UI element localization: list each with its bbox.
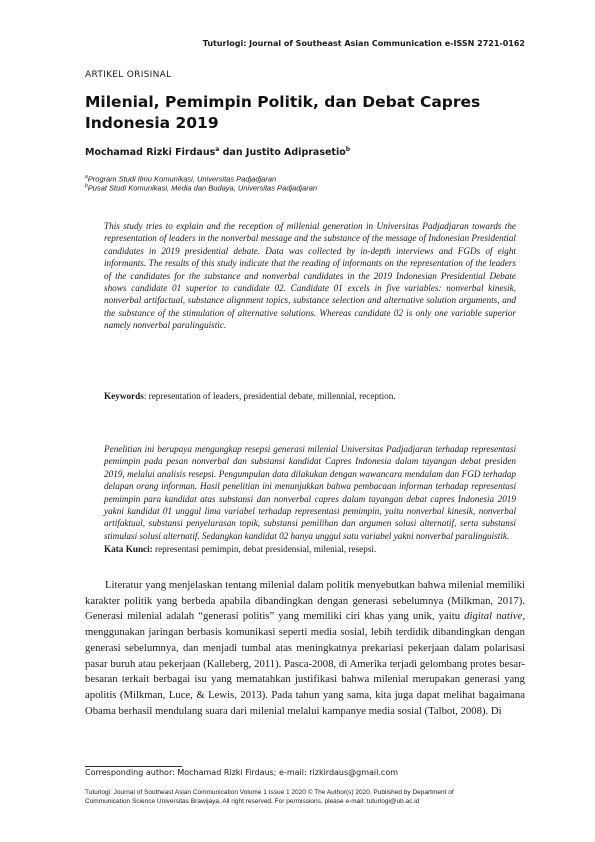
footer-line: Communication Science Universitas Brawijaya. All right reserved. For permissions, please e-mail: tuturlogi@ub.ac.id xyxy=(85,798,420,805)
keywords-indonesian xyxy=(104,543,516,555)
affiliation-marker: b xyxy=(85,183,88,189)
corresponding-author-note: Corresponding author: Mochamad Rizki Firdaus; e-mail: rizkirdaus@gmail.com xyxy=(85,768,399,777)
keywords-label: Kata Kunci: xyxy=(104,544,153,554)
author-connector: dan xyxy=(219,147,246,159)
article-title: Milenial, Pemimpin Politik, dan Debat Capres Indonesia 2019 xyxy=(85,93,481,132)
keywords-english xyxy=(104,390,516,402)
abstract-english: This study tries to explain and the reception of millenial generation in Universitas Padjadjaran towards the representation of leaders in the nonverbal message and the substance of the message of Indonesian Presidential candidates in 2019 presidential debate. Data was collected by in-depth interviews and FGDs of eight informants. The results of this study indicate that the reading of informants on the representation of the leaders of the candidates for the substance and nonverbal candidates in the 2019 Indonesian Presidential Debate shows candidate 01 superior to candidate 02. Candidate 01 excels in five variables: nonverbal kinesik, nonverbal artifactual, substance alignment topics, substance selection and alternative solution arguments, and the substance of the stimulation of alternative solutions. Whereas candidate 02 is only one variable superior namely nonverbal paralinguistic. xyxy=(104,221,516,331)
page-footer xyxy=(85,788,525,806)
body-text-emphasis: digital native xyxy=(464,610,523,623)
author-name[interactable]: Mochamad Rizki Firdaus xyxy=(85,147,216,159)
author-line xyxy=(85,146,350,158)
affiliation-marker: a xyxy=(85,174,88,180)
affiliation-text: Program Studi Ilmu Komunikasi, Universitas Padjadjaran xyxy=(87,174,277,184)
author-name[interactable]: Justito Adiprasetio xyxy=(245,147,346,159)
keywords-text: : representation of leaders, presidential debate, millennial, reception. xyxy=(143,391,396,401)
body-text-run: , menggunakan jaringan berbasis komunikasi seperti media sosial, lebih terdidik dibandingkan dengan generasi sebelumnya, dan menjadi tumbal atas meningkatnya prekariasi pekerjaan dalam polarisasi pasar buruh atau pekerjaan (Kalleberg, 2011). Pasca-2008, di Amerika terjadi gelombang protes besar-besaran terkait berbagai isu yang mematahkan justifikasi bahwa milenial merupakan generasi yang apolitis (Milkman, Luce, & Lewis, 2013). Pada tahun yang sama, kita juga dapat melihat bagaimana Obama berhasil mendulang suara dari milenial melalui kampanye media sosial (Talbot, 2008). Di xyxy=(85,610,525,717)
affiliation-text: Pusat Studi Komunikasi, Media dan Budaya, Universitas Padjadjaran xyxy=(87,183,318,193)
article-type-label: ARTIKEL ORISINAL xyxy=(85,70,172,80)
affiliation-marker: b xyxy=(345,146,351,153)
journal-header: Tuturlogi: Journal of Southeast Asian Communication e-ISSN 2721-0162 xyxy=(202,39,525,48)
body-paragraph xyxy=(85,578,525,719)
abstract-indonesian: Penelitian ini berupaya mengungkap resepsi generasi milenial Universitas Padjadjaran terhadap representasi pemimpin pada pesan nonverbal dan substansi kandidat Capres Indonesia dalam tayangan debat presiden 2019, melalui analisis resepsi. Pengumpulan data dilakukan dengan wawancara mendalam dan FGD terhadap delapan orang informan. Hasil penelitian ini menunjukkan bahwa pembacaan informan terhadap representasi pemimpin para kandidat atas substansi dan nonverbal capres dalam tayangan debat capres Indonesia 2019 yakni kandidat 01 unggul lima variabel terhadap representasi pemimpin, yaitu nonverbal kinesik, nonverbal artifaktual, substansi penyelarasan topik, substansi pemilihan dan argumen solusi alternatif, serta substansi stimulasi solusi alternatif. Sedangkan kandidat 02 hanya unggul satu variabel yakni nonverbal paralinguistik. xyxy=(104,444,516,541)
affiliation xyxy=(85,183,317,193)
footer-line: Tuturlogi: Journal of Southeast Asian Communication Volume 1 Issue 1 2020 © The Author(s) 2020. Published by Department of xyxy=(85,789,454,796)
body-text-run: Literatur yang menjelaskan tentang milenial dalam politik menyebutkan bahwa milenial memiliki karakter politik yang berbeda apabila dibandingkan dengan generasi sebelumnya (Milkman, 2017). Generasi milenial adalah “generasi politis” yang memiliki ciri khas yang unik, yaitu xyxy=(85,579,525,623)
keywords-label: Keywords xyxy=(104,391,144,401)
footnote-divider xyxy=(85,766,182,767)
keywords-text: representasi pemimpin, debat presidensial, milenial, resepsi. xyxy=(152,544,377,554)
affiliation-marker: a xyxy=(215,146,220,153)
